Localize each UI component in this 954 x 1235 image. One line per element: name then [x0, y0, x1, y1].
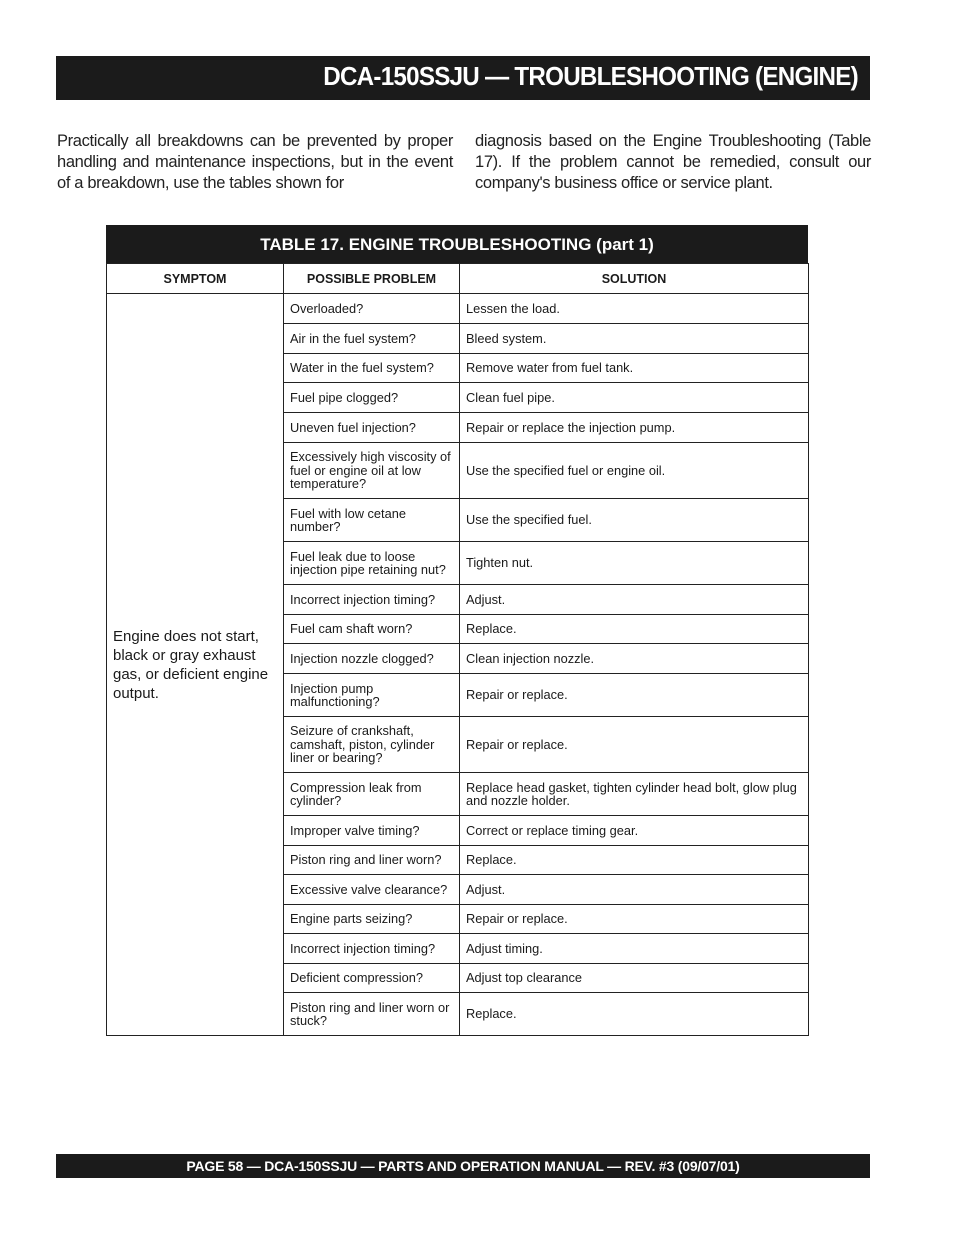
solution-cell: Repair or replace.: [460, 905, 809, 934]
header-solution: SOLUTION: [460, 264, 809, 294]
solution-cell: Bleed system.: [460, 324, 809, 354]
possible-problem-cell: Compression leak from cylinder?: [284, 773, 460, 816]
intro-text-right: diagnosis based on the Engine Troubleshooting (Table 17). If the problem cannot be remedied, consult our company's business office or service plant.: [475, 132, 871, 192]
solution-cell: Use the specified fuel.: [460, 499, 809, 542]
solution-cell: Repair or replace the injection pump.: [460, 413, 809, 443]
possible-problem-cell: Incorrect injection timing?: [284, 585, 460, 615]
table-header-row: [107, 264, 809, 294]
solution-cell: Replace.: [460, 993, 809, 1036]
header-possible-problem: POSSIBLE PROBLEM: [284, 264, 460, 294]
page-footer: PAGE 58 — DCA-150SSJU — PARTS AND OPERATION MANUAL — REV. #3 (09/07/01): [56, 1154, 870, 1178]
solution-cell: Replace head gasket, tighten cylinder head bolt, glow plug and nozzle holder.: [460, 773, 809, 816]
possible-problem-cell: Excessively high viscosity of fuel or engine oil at low temperature?: [284, 443, 460, 499]
possible-problem-cell: Improper valve timing?: [284, 816, 460, 846]
solution-cell: Clean fuel pipe.: [460, 383, 809, 413]
possible-problem-cell: Piston ring and liner worn or stuck?: [284, 993, 460, 1036]
table-row: [107, 294, 809, 324]
solution-cell: Correct or replace timing gear.: [460, 816, 809, 846]
table-body: [106, 263, 809, 1036]
intro-text-left: Practically all breakdowns can be prevented by proper handling and maintenance inspections, but in the event of a breakdown, use the tables shown for: [57, 132, 453, 192]
possible-problem-cell: Fuel pipe clogged?: [284, 383, 460, 413]
solution-cell: Clean injection nozzle.: [460, 644, 809, 674]
solution-cell: Remove water from fuel tank.: [460, 354, 809, 383]
possible-problem-cell: Fuel with low cetane number?: [284, 499, 460, 542]
header-symptom: SYMPTOM: [107, 264, 284, 294]
solution-cell: Replace.: [460, 615, 809, 644]
solution-cell: Adjust.: [460, 585, 809, 615]
solution-cell: Use the specified fuel or engine oil.: [460, 443, 809, 499]
possible-problem-cell: Seizure of crankshaft, camshaft, piston, cylinder liner or bearing?: [284, 717, 460, 773]
solution-cell: Tighten nut.: [460, 542, 809, 585]
possible-problem-cell: Injection nozzle clogged?: [284, 644, 460, 674]
solution-cell: Adjust timing.: [460, 934, 809, 964]
possible-problem-cell: Fuel leak due to loose injection pipe retaining nut?: [284, 542, 460, 585]
possible-problem-cell: Air in the fuel system?: [284, 324, 460, 354]
solution-cell: Adjust top clearance: [460, 964, 809, 993]
solution-cell: Lessen the load.: [460, 294, 809, 324]
page-title: DCA-150SSJU — TROUBLESHOOTING (ENGINE): [323, 61, 858, 91]
possible-problem-cell: Deficient compression?: [284, 964, 460, 993]
solution-cell: Repair or replace.: [460, 717, 809, 773]
troubleshooting-table: [106, 225, 808, 1036]
possible-problem-cell: Uneven fuel injection?: [284, 413, 460, 443]
solution-cell: Replace.: [460, 846, 809, 875]
possible-problem-cell: Incorrect injection timing?: [284, 934, 460, 964]
table-caption: TABLE 17. ENGINE TROUBLESHOOTING (part 1): [106, 225, 808, 263]
possible-problem-cell: Excessive valve clearance?: [284, 875, 460, 905]
possible-problem-cell: Injection pump malfunctioning?: [284, 674, 460, 717]
page-header: [56, 56, 870, 100]
possible-problem-cell: Piston ring and liner worn?: [284, 846, 460, 875]
possible-problem-cell: Overloaded?: [284, 294, 460, 324]
solution-cell: Adjust.: [460, 875, 809, 905]
possible-problem-cell: Engine parts seizing?: [284, 905, 460, 934]
possible-problem-cell: Fuel cam shaft worn?: [284, 615, 460, 644]
solution-cell: Repair or replace.: [460, 674, 809, 717]
symptom-cell: Engine does not start, black or gray exhaust gas, or deficient engine output.: [107, 294, 284, 1036]
possible-problem-cell: Water in the fuel system?: [284, 354, 460, 383]
